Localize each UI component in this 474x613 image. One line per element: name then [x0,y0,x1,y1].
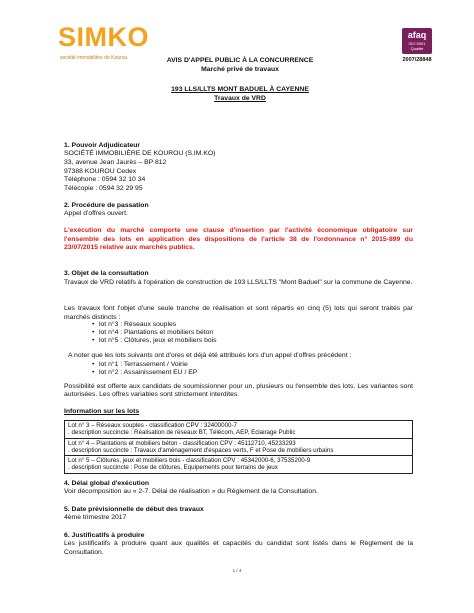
project-title: 193 LLS/LLTS MONT BADUEL À CAYENNE [171,86,309,93]
address-line: SOCIÉTÉ IMMOBILIÈRE DE KOUROU (S.IM.KO) [64,150,216,157]
address-line: 33, avenue Jean Jaurès – BP 812 [64,159,167,166]
list-item: • lot n°4 : Plantations et mobiliers béton [92,329,217,337]
cert-line2: Qualité [410,46,424,51]
execution-delay-text: Voir décomposition au « 2-7. Délai de réalisation » du Règlement de la Consultation. [64,488,318,495]
lot-classification: Lot n° 5 – Clôtures, jeux et mobiliers bois - classification CPV : 45342000-6, 37535200-9 [68,457,311,465]
lot-classification: Lot n° 4 – Plantations et mobiliers béton - classification CPV : 45112710, 45233293 [68,439,296,447]
attributed-intro: A noter que les lots suivants ont d'ores et déjà été attribués lors d'un appel d'offres précédent : [68,352,352,359]
table-cell [65,456,413,474]
lots-info-table [64,420,413,474]
lot-description: . description succincte : Pose de clôtures, Equipements pour terrains de jeux [68,464,278,472]
page-number: 1 / 4 [232,568,242,573]
table-cell [65,421,413,439]
insertion-clause-notice: L'exécution du marché comporte une clause d'insertion par l'activité économique obligatoire sur l'ensemble des lots en application des dispositions de l'article 38 de l'ordonnance n° 2015-899 du 23/07/2015 relative aux marchés publics. [64,227,413,252]
table-row [65,421,413,439]
lot-description: . description succincte : Travaux d'aménagement d'espaces verts, F et Pose de mobiliers urbains [68,446,334,454]
start-date-text: 4ème trimestre 2017 [64,514,127,521]
consultation-object: Travaux de VRD relatifs à l'opération de construction de 193 LLS/LLTS "Mont Baduel" sur la commune de Cayenne. [64,279,413,286]
table-row [65,456,413,474]
lots-list [92,321,217,346]
list-item: • lot n°5 : Clôtures, jeux et mobiliers bois [92,337,217,345]
logo-tagline: société immobilière de Kourou [60,55,128,61]
lot-description: . description succincte : Réalisation de réseaux BT, Télécom, AEP, Eclairage Public [68,429,296,437]
lots-info-heading: Information sur les lots [64,408,140,415]
list-item: • lot n°2 : Assainissement EU / EP [92,369,197,377]
list-item: • lot n°3 : Réseaux souples [92,321,217,329]
lots-intro: Les travaux font l'objet d'une seule tranche de réalisation et sont répartis en cinq (5) lots qui seront traités par marchés distincts : [64,305,413,321]
section4-heading: 4. Délai global d'exécution [64,480,150,487]
afaq-logo [402,28,432,54]
address-line: Téléphone : 0594 32 10 34 [64,176,146,183]
table-cell [65,438,413,456]
section5-heading: 5. Date prévisionnelle de début des travaux [64,506,204,513]
section1-heading: 1. Pouvoir Adjudicateur [64,142,141,149]
cert-line1: ISO 9001 [408,41,426,46]
procedure-text: Appel d'offres ouvert. [64,210,128,217]
attributed-lots-list [92,361,197,377]
page-subtitle: Marché privé de travaux [201,66,279,73]
page-title: AVIS D'APPEL PUBLIC À LA CONCURRENCE [166,57,314,64]
section2-heading: 2. Procédure de passation [64,202,149,209]
section6-heading: 6. Justificatifs à produire [64,532,145,539]
afaq-certification-badge [396,28,438,68]
section3-heading: 3. Objet de la consultation [64,270,149,277]
address-line: Télécopie : 0594 32 29 95 [64,185,143,192]
cert-code: 2007/28848 [402,57,432,63]
justificatifs-text: Les justificatifs à produire quant aux qualités et capacités du candidat sont listés dans le Règlement de la Consultation. [64,540,413,556]
table-row [65,438,413,456]
variants-text: Possibilité est offerte aux candidats de soumissionner pour un, plusieurs ou l'ensemble des lots. Les variantes sont autorisées. Les offres variables sont strictement interdites. [64,383,413,399]
cert-brand: afaq [407,30,427,40]
lot-classification: Lot n° 3 – Réseaux souples - classification CPV : 32400000-7 [68,422,237,429]
logo-text: SIMKO [58,22,150,52]
address-line: 97388 KOUROU Cedex [64,168,137,175]
list-item: • lot n°1 : Terrassement / Voirie [92,361,197,369]
project-subtitle: Travaux de VRD [214,95,266,102]
